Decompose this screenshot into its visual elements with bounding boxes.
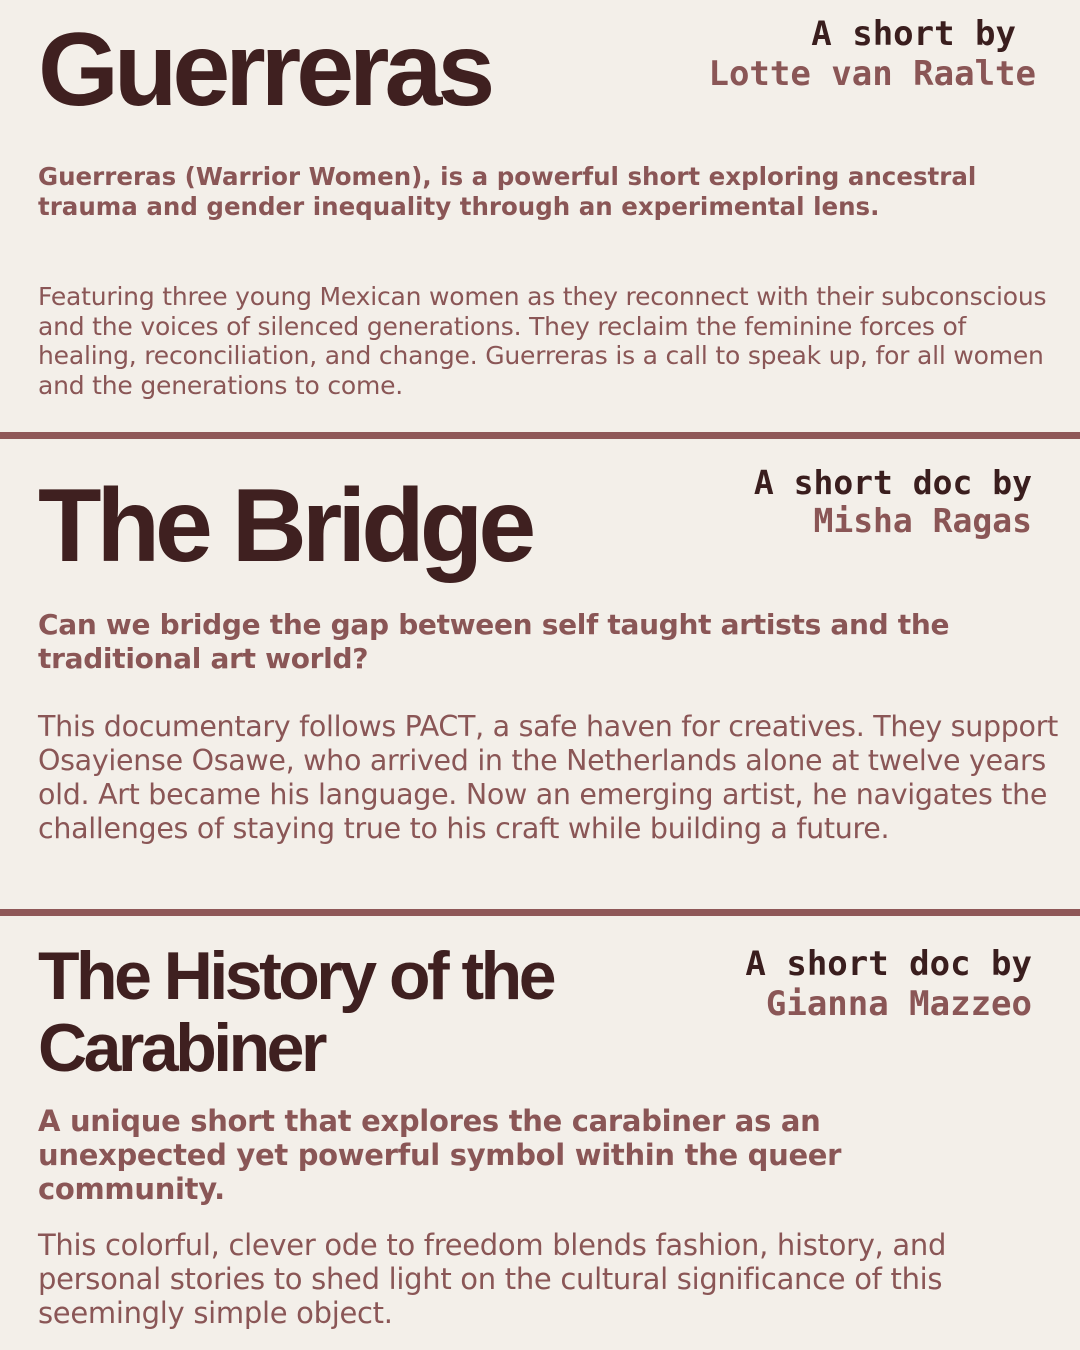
film-tagline: Guerreras (Warrior Women), is a powerful short exploring ancestral trauma and gender inequality through an experimental lens.	[38, 162, 977, 221]
film-title: The Bridge	[38, 468, 532, 584]
film-credit	[745, 944, 1032, 1024]
director-name: Gianna Mazzeo	[765, 984, 1032, 1024]
section-divider	[0, 909, 1080, 916]
credit-kind: A short doc by	[753, 463, 1032, 502]
film-tagline: A unique short that explores the carabiner as an unexpected yet powerful symbol within the queer community.	[38, 1104, 842, 1206]
section-divider	[0, 432, 1080, 439]
credit-kind: A short doc by	[745, 944, 1032, 984]
film-title: The History of the Carabiner	[38, 938, 554, 1086]
credit-kind: A short by	[811, 14, 1016, 54]
film-credit	[708, 14, 1036, 94]
director-name: Lotte van Raalte	[708, 54, 1036, 94]
director-name: Misha Ragas	[813, 501, 1032, 540]
film-tagline: Can we bridge the gap between self taught artists and the traditional art world?	[38, 608, 950, 675]
film-description: This documentary follows PACT, a safe haven for creatives. They support Osayiense Osawe, who arrived in the Netherlands alone at twelve years old. Art became his language. Now an emerging artist, he navigates the challenges of staying true to his craft while building a future.	[38, 710, 1058, 845]
film-title: Guerreras	[38, 12, 491, 128]
film-credit	[754, 464, 1032, 540]
film-description: This colorful, clever ode to freedom blends fashion, history, and personal stories to shed light on the cultural significance of this seemingly simple object.	[38, 1228, 947, 1330]
film-description: Featuring three young Mexican women as they reconnect with their subconscious and the voices of silenced generations. They reclaim the feminine forces of healing, reconciliation, and change. Guerreras is a call to speak up, for all women and the generations to come.	[38, 282, 1047, 400]
